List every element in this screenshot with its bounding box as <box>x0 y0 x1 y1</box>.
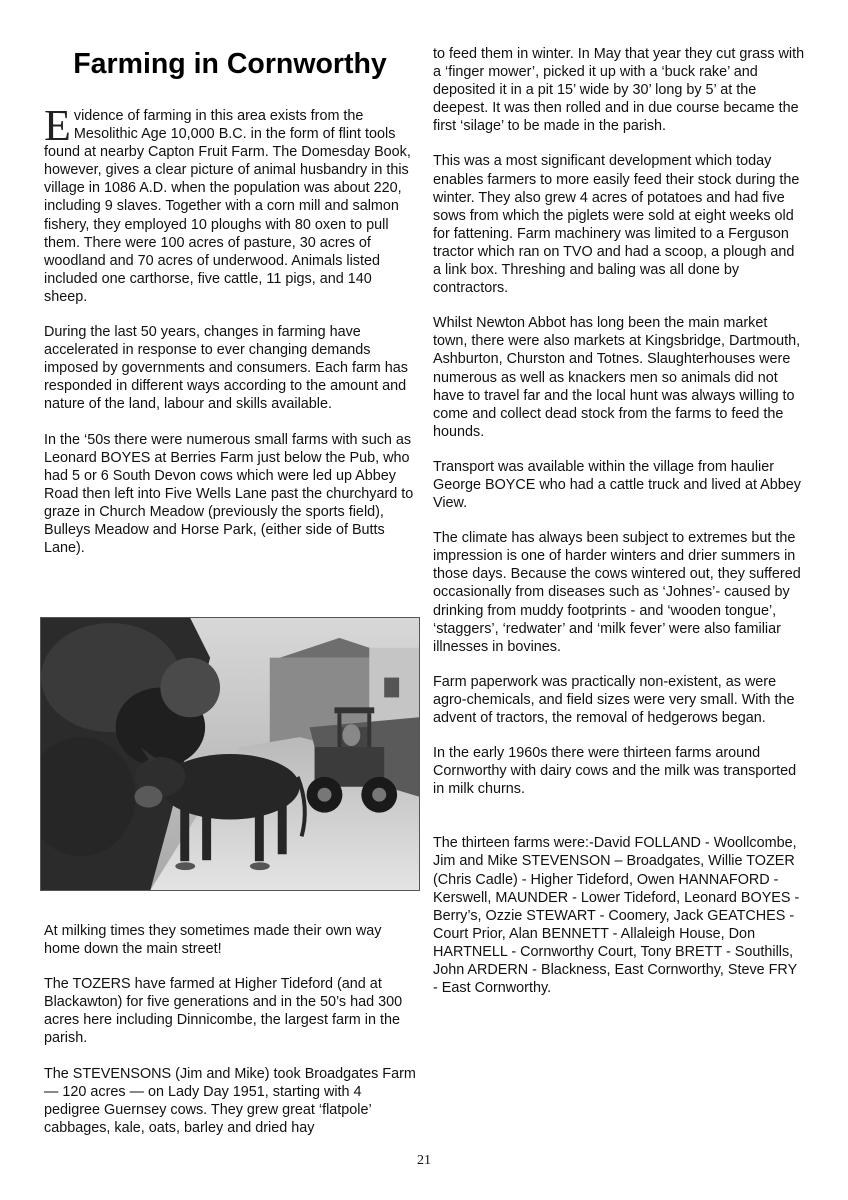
left-column-bottom <box>44 922 416 1154</box>
paragraph: Farm paperwork was practically non-existent, as were agro-chemicals, and field sizes were very small. With the advent of tractors, the removal of hedgerows began. <box>433 673 795 726</box>
paragraph: In the early 1960s there were thirteen farms around Cornworthy with dairy cows and the milk was transported in milk churns. <box>433 745 797 798</box>
paragraph: to feed them in winter. In May that year they cut grass with a ‘finger mower’, picked it up with a ‘buck rake’ and deposited it in a pit 15’ wide by 30’ long by 5’ at the deepest. It was then rolled and in due course became the first ‘silage’ to be made in the parish. <box>433 46 805 135</box>
page-title: Farming in Cornworthy <box>73 48 387 80</box>
paragraph: At milking times they sometimes made their own way home down the main street! <box>44 923 382 958</box>
paragraph: The TOZERS have farmed at Higher Tideford (and at Blackawton) for five generations and in the 50’s had 300 acres here including Dinnicombe, the largest farm in the parish. <box>44 976 403 1047</box>
paragraph: During the last 50 years, changes in farming have accelerated in response to ever changing demands imposed by governments and consumers. Each farm has responded in different ways according to the amount and nature of the land, labour and skills available. <box>44 324 408 413</box>
paragraph: The STEVENSONS (Jim and Mike) took Broadgates Farm — 120 acres — on Lady Day 1951, starting with 4 pedigree Guernsey cows. They grew great ‘flatpole’ cabbages, kale, oats, barley and dried hay <box>44 1065 416 1136</box>
cow-and-tractor-photo <box>40 617 420 891</box>
paragraph: Evidence of farming in this area exists from the Mesolithic Age 10,000 B.C. in the form of flint tools found at nearby Capton Fruit Farm. The Domesday Book, however, gives a clear picture of animal husbandry in this village in 1086 A.D. when the population was about 220, including 9 slaves. Together with a corn mill and salmon fishery, they employed 10 ploughs with 80 oxen to pull them. There were 100 acres of pasture, 30 acres of woodland and 70 acres of underwood. Animals listed included one carthorse, five cattle, 11 pigs, and 140 sheep. <box>44 101 411 305</box>
paragraph: The thirteen farms were:-David FOLLAND - Woollcombe, Jim and Mike STEVENSON – Broadgates, Willie TOZER (Chris Cadle) - Higher Tideford, Owen HANNAFORD - Kerswell, MAUNDER - Lower Tideford, Leonard BOYES - Berry’s, Ozzie STEWART - Coomery, Jack GEATCHES - Court Prior, Alan BENNETT - Allaleigh House, Don HARTNELL - Cornworthy Court, Tony BRETT - Southills, John ARDERN - Blackness, East Cornworthy, Steve FRY - East Cornworthy. <box>433 835 800 997</box>
left-column-top <box>44 101 416 574</box>
paragraph: Whilst Newton Abbot has long been the main market town, there were also markets at Kingsbridge, Dartmouth, Ashburton, Churston and Totnes. Slaughterhouses were numerous as well as knackers men so animals did not have to travel far and the local hunt was always willing to come and collect dead stock from the farms to feed the hounds. <box>433 315 801 440</box>
drop-cap: E <box>44 101 71 150</box>
paragraph: This was a most significant development which today enables farmers to more easily feed their stock during the winter. They also grew 4 acres of potatoes and had five sows from which the piglets were sold at eight weeks old for fattening. Farm machinery was limited to a Ferguson tractor which ran on TVO and had a scoop, a plough and a link box. Threshing and baling was all done by contractors. <box>433 153 800 297</box>
paragraph: The climate has always been subject to extremes but the impression is one of harder winters and drier summers in those days. Because the cows wintered out, they suffered occasionally from diseases such as ‘Johnes’- caused by drinking from muddy footprints - and ‘wooden tongue’, ‘staggers’, ‘redwater’ and ‘milk fever’ were also familiar illnesses in bovines. <box>433 530 801 655</box>
paragraph: In the ‘50s there were numerous small farms with such as Leonard BOYES at Berries Farm just below the Pub, who had 5 or 6 South Devon cows which were led up Abbey Road then left into Five Wells Lane past the churchyard to graze in Church Meadow (previously the sports field), Bulleys Meadow and Horse Park, (either side of Butts Lane). <box>44 431 414 557</box>
paragraph: Transport was available within the village from haulier George BOYCE who had a cattle truck and lived at Abbey View. <box>433 458 801 512</box>
page-number: 21 <box>417 1153 431 1168</box>
right-column <box>433 45 805 1014</box>
